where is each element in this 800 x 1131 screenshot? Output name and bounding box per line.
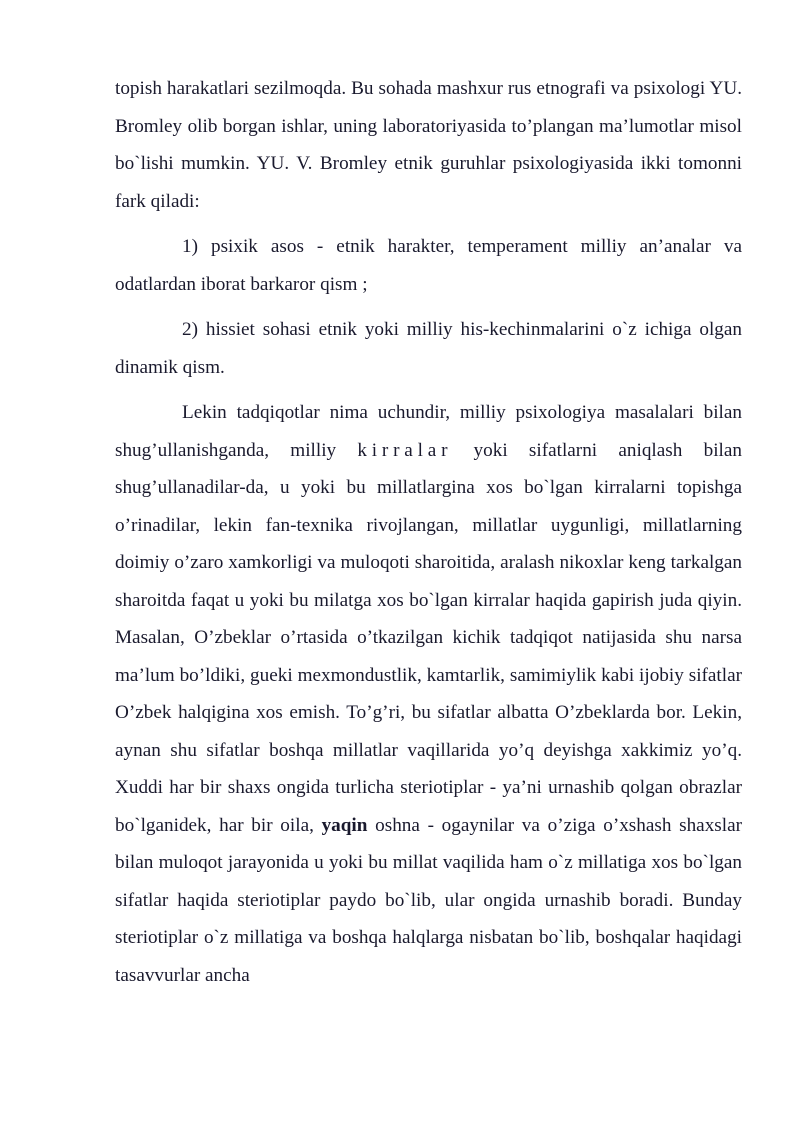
paragraph-3: 2) hissiet sohasi etnik yoki milliy his-kechinmalarini o`z ichiga olgan dinamik qism. <box>115 319 742 378</box>
document-page <box>115 70 742 1002</box>
bold-word-yaqin: yaqin <box>321 814 368 836</box>
spaced-word-kirralar: kirralar <box>357 439 453 461</box>
paragraph-1: topish harakatlari sezilmoqda. Bu sohada mashxur rus etnografi va psixologi YU. Bromley olib borgan ishlar, uning laboratoriyasida to’plangan ma’lumotlar misol bo`lishi mumkin. YU. V. Bromley etnik guruhlar psixologiyasida ikki tomonni fark qiladi: <box>115 78 742 212</box>
paragraph-4-part-1: Lekin tadqiqotlar nima uchundir, milliy psixologiya masalalari bilan shug’ullanishganda, milliy <box>115 402 742 461</box>
paragraph-4-part-3: oshna - ogaynilar va o’ziga o’xshash shaxslar bilan muloqot jarayonida u yoki bu millat vaqilida ham o`z millatiga xos bo`lgan sifatlar haqida steriotiplar paydo bo`lib, ular ongida urnashib boradi. Bunday steriotiplar o`z millatiga va boshqa halqlarga nisbatan bo`lib, boshqalar haqidagi tasavvurlar ancha <box>115 814 742 986</box>
paragraph-2: 1) psixik asos - etnik harakter, temperament milliy an’analar va odatlardan iborat barkaror qism ; <box>115 236 742 295</box>
paragraph-4 <box>115 394 742 994</box>
paragraph-4-part-2: yoki sifatlarni aniqlash bilan shug’ullanadilar-da, u yoki bu millatlargina xos bo`lgan kirralarni topishga o’rinadilar, lekin fan-texnika rivojlangan, millatlar uygunligi, millatlarning doimiy o’zaro xamkorligi va muloqoti sharoitida, aralash nikoxlar keng tarkalgan sharoitda faqat u yoki bu milatga xos bo`lgan kirralar haqida gapirish juda qiyin. Masalan, O’zbeklar o’rtasida o’tkazilgan kichik tadqiqot natijasida shu narsa ma’lum bo’ldiki, gueki mexmondustlik, kamtarlik, samimiylik kabi ijobiy sifatlar O’zbek halqigina xos emish. To’g’ri, bu sifatlar albatta O’zbeklarda bor. Lekin, aynan shu sifatlar boshqa millatlar vaqillarida yo’q deyishga xakkimiz yo’q. Xuddi har bir shaxs ongida turlicha steriotiplar - ya’ni urnashib qolgan obrazlar bo`lganidek, har bir oila, <box>115 439 742 836</box>
